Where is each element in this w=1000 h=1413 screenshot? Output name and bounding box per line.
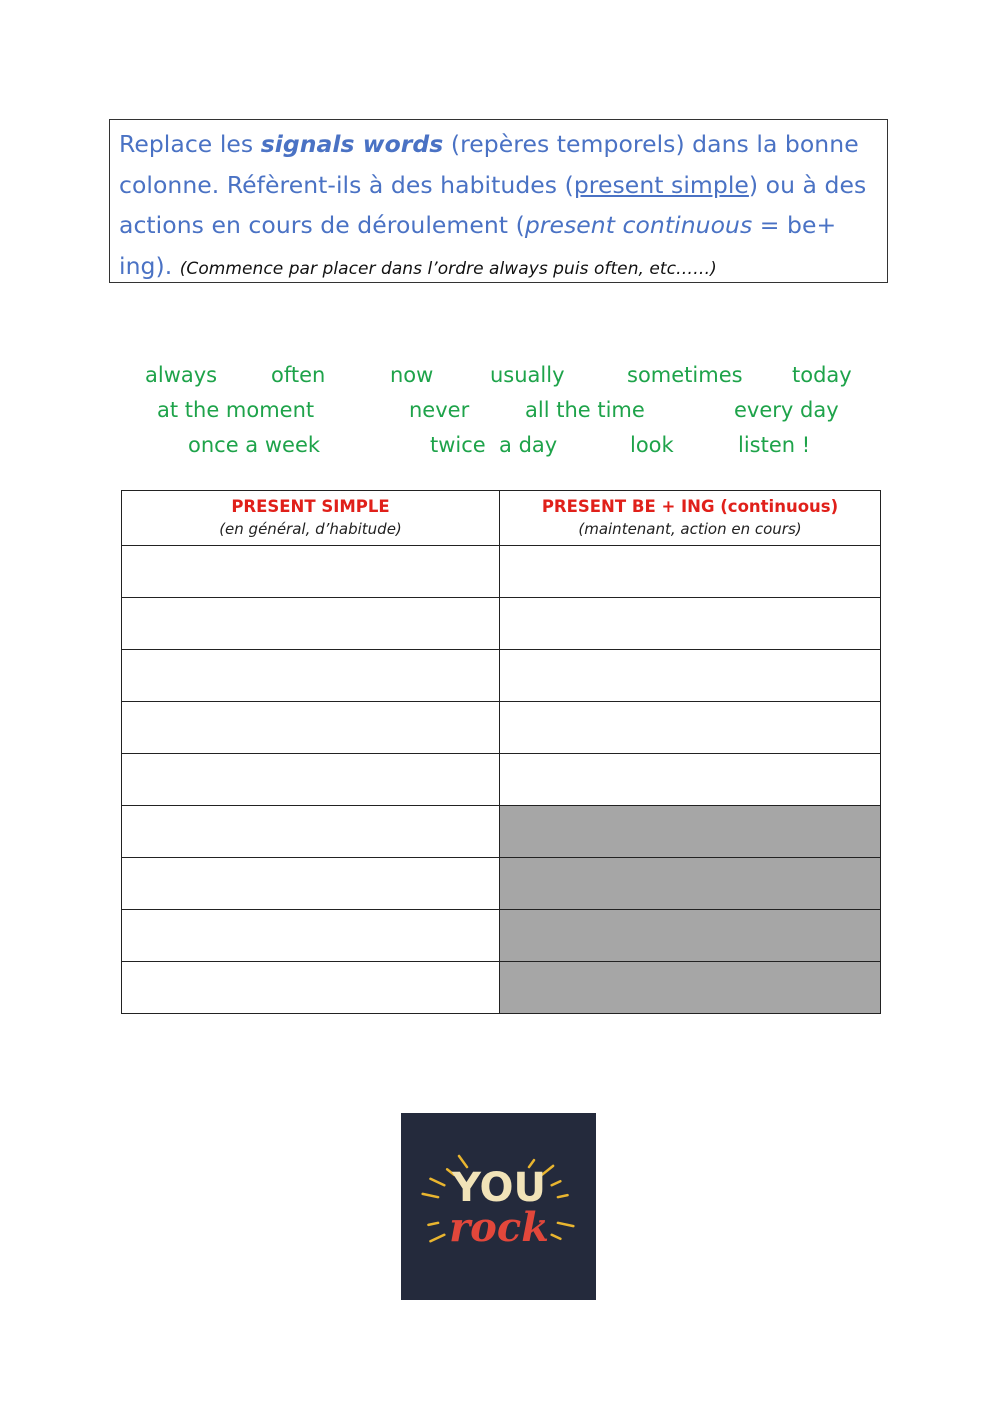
present-continuous-cell[interactable] — [500, 754, 881, 806]
present-simple-cell[interactable] — [122, 910, 500, 962]
sunburst-ray — [430, 1235, 444, 1241]
signal-word[interactable]: now — [390, 363, 434, 387]
table-row — [122, 806, 881, 858]
table-header-row — [122, 491, 881, 546]
signal-word[interactable]: usually — [490, 363, 565, 387]
present-continuous-title: PRESENT BE + ING (continuous) — [541, 497, 839, 516]
present-simple-cell[interactable] — [122, 702, 500, 754]
present-simple-cell[interactable] — [122, 546, 500, 598]
present-simple-cell[interactable] — [122, 650, 500, 702]
signal-word[interactable]: all the time — [525, 398, 645, 422]
sunburst-ray — [423, 1194, 438, 1197]
table-row — [122, 910, 881, 962]
shaded-cell — [500, 910, 881, 962]
present-continuous-cell[interactable] — [500, 598, 881, 650]
signal-word[interactable]: never — [409, 398, 470, 422]
table-row — [122, 962, 881, 1014]
present-continuous-cell[interactable] — [500, 546, 881, 598]
sorting-table — [121, 490, 881, 1014]
instructions-text-4: = be+ ing). — [119, 211, 837, 280]
sunburst-ray — [430, 1179, 444, 1185]
instructions-text-2: (repères temporels) dans la bonne colonne. Réfèrent-ils à des habitudes ( — [119, 130, 859, 199]
sunburst-ray — [428, 1223, 438, 1225]
table-row — [122, 546, 881, 598]
present-simple-cell[interactable] — [122, 806, 500, 858]
instructions-text: Replace les — [119, 130, 261, 158]
present-simple-subtitle: (en général, d’habitude) — [219, 520, 402, 538]
signal-word[interactable]: every day — [734, 398, 839, 422]
present-continuous-term: present continuous — [524, 211, 753, 239]
table-row — [122, 650, 881, 702]
signal-word[interactable]: twice a day — [430, 433, 558, 457]
sunburst-ray — [552, 1181, 561, 1185]
you-rock-graphic — [401, 1113, 596, 1300]
shaded-cell — [500, 858, 881, 910]
present-continuous-cell[interactable] — [500, 702, 881, 754]
table-row — [122, 754, 881, 806]
table-row — [122, 598, 881, 650]
signal-word[interactable]: often — [271, 363, 326, 387]
present-continuous-header — [500, 491, 881, 546]
instructions-note: (Commence par placer dans l’ordre always puis often, etc……) — [179, 258, 717, 279]
you-text: YOU — [451, 1165, 547, 1211]
shaded-cell — [500, 962, 881, 1014]
table-body — [122, 546, 881, 1014]
instructions-box — [109, 119, 888, 283]
sunburst-ray — [552, 1235, 561, 1239]
instructions-text-3: ) ou à des actions en cours de déroulement ( — [119, 170, 867, 239]
table-row — [122, 702, 881, 754]
present-simple-cell[interactable] — [122, 858, 500, 910]
present-simple-cell[interactable] — [122, 962, 500, 1014]
signal-word[interactable]: at the moment — [157, 398, 315, 422]
present-simple-cell[interactable] — [122, 754, 500, 806]
present-continuous-cell[interactable] — [500, 650, 881, 702]
you-rock-image — [401, 1113, 596, 1300]
present-simple-title: PRESENT SIMPLE — [231, 497, 390, 516]
present-simple-header — [122, 491, 500, 546]
signal-word[interactable]: look — [630, 433, 674, 457]
present-continuous-subtitle: (maintenant, action en cours) — [578, 520, 802, 538]
signal-word[interactable]: today — [792, 363, 852, 387]
rock-text: rock — [449, 1204, 549, 1251]
signal-word[interactable]: sometimes — [627, 363, 743, 387]
present-simple-term: present simple — [573, 170, 749, 199]
shaded-cell — [500, 806, 881, 858]
table-row — [122, 858, 881, 910]
signal-word[interactable]: listen ! — [738, 433, 811, 457]
sunburst-ray — [558, 1223, 573, 1226]
signal-word[interactable]: once a week — [188, 433, 321, 457]
present-simple-cell[interactable] — [122, 598, 500, 650]
sunburst-ray — [558, 1195, 568, 1197]
signal-word[interactable]: always — [145, 363, 218, 387]
signals-words-term: signals words — [260, 130, 444, 158]
